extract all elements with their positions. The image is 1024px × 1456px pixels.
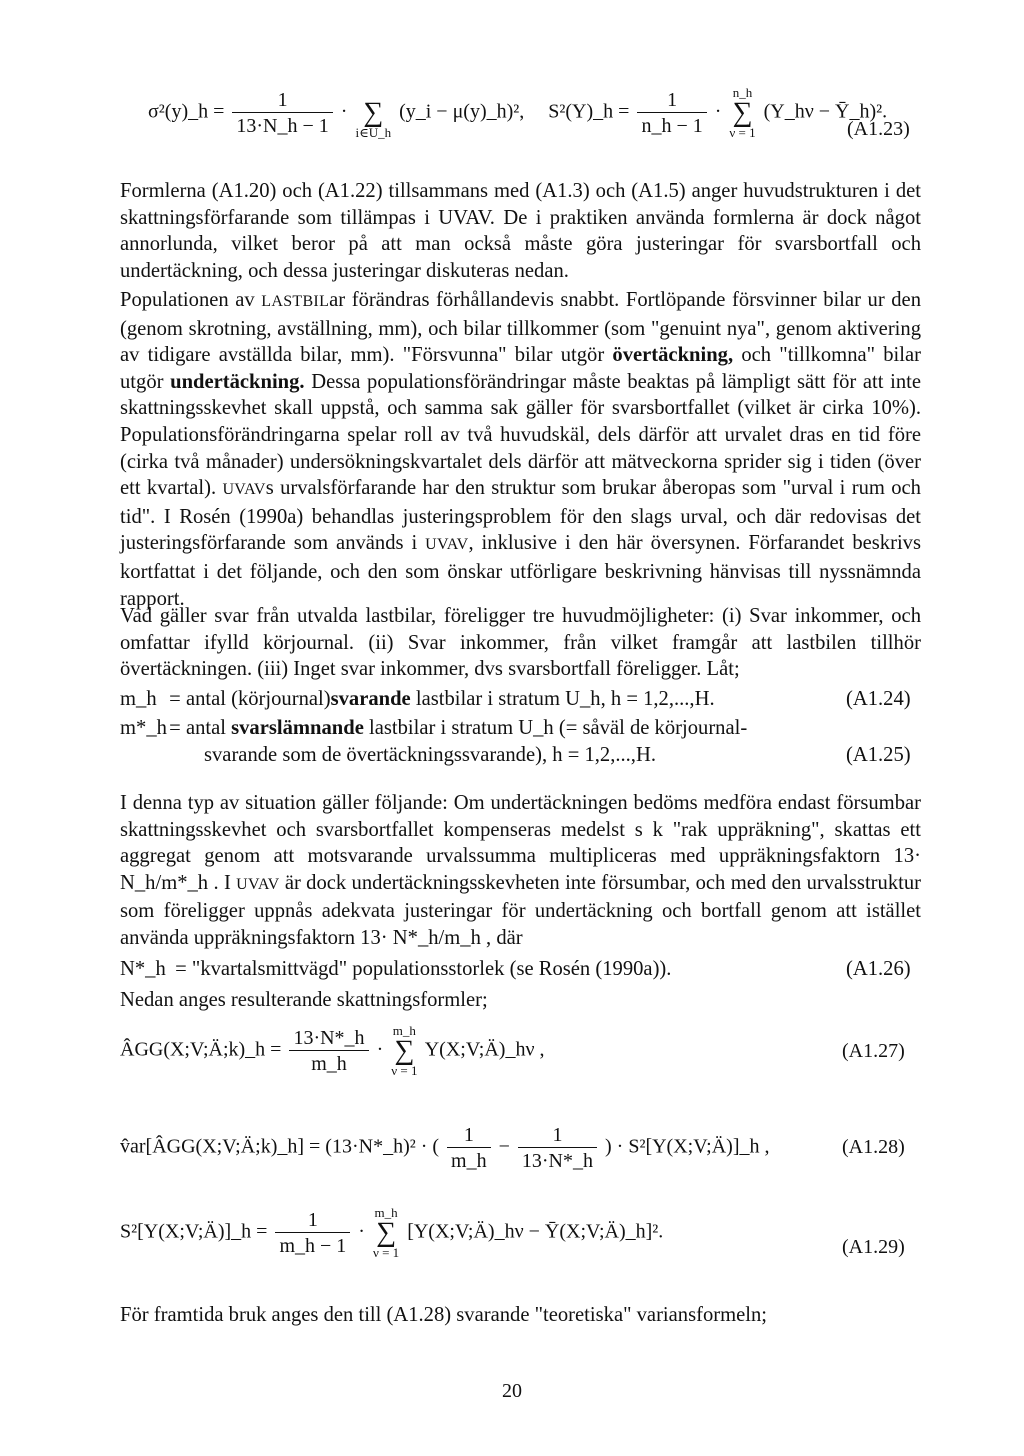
equation-label: (A1.28) <box>842 1136 905 1158</box>
equation-a1-23: σ²(y)_h = $\frac{1}{13\cdot N\_h - 1}$ · ∑ i∈U_h (y_i − μ(y)_h)², S²(Y)_h = $\frac{1}{n\_h - 1}$ · n_h ∑ ν = 1 (Y_hν − Ȳ_h)². <box>148 85 888 140</box>
definition-a1-25: m*_h = antal svarslämnande lastbilar i stratum U_h (= såväl de körjournal- <box>120 717 748 739</box>
fraction: $\frac{1}{n\_h - 1}$ <box>637 89 706 137</box>
fraction: $\frac{1}{m\_h - 1}$ <box>275 1209 350 1257</box>
fraction: $\frac{1}{13\cdot N\_h - 1}$ <box>232 89 332 137</box>
sum-operator: m_h ∑ ν = 1 <box>391 1023 418 1078</box>
fraction: $\frac{13\cdot N*\_h}{m\_h}$ <box>289 1027 368 1075</box>
equation-label: (A1.29) <box>842 1236 905 1258</box>
paragraph-6: För framtida bruk anges den till (A1.28) svarande "teoretiska" variansformeln; <box>120 1304 768 1326</box>
eq-term: (Y_hν − Ȳ_h)². <box>763 100 888 123</box>
equation-a1-29: S²[Y(X;V;Ä)]_h = $\frac{1}{m\_h - 1}$ · m_h ∑ ν = 1 [Y(X;V;Ä)_hν − Ȳ(X;V;Ä)_h]². <box>120 1205 664 1260</box>
equation-label: (A1.25) <box>846 744 911 766</box>
equation-label: (A1.27) <box>842 1040 905 1062</box>
paragraph-2: Populationen av LASTBILar förändras förhållandevis snabbt. Fortlöpande försvinner bilar ur den (genom skrotning, avställning, mm), och bilar tillkommer (som "genuint nya", genom aktivering av tidigare avställda bilar, mm). "Försvunna" bilar utgör övertäckning, och "tillkomna" bilar utgör undertäckning. Dessa populationsförändringar måste beaktas på lämpligt sätt för att inte skattningsskevhet skall uppstå, och samma sak gäller för svarsbortfallet (vilket är cirka 10%). Populationsförändringarna spelar roll av två huvudskäl, dels därför att urvalet dras en tid före (cirka två månader) undersökningskvartalet dels därför att mätveckorna sprider sig i tiden (över ett kvartal). UVAVs urvalsförfarande har den struktur som brukar åberopas som "urval i rum och tid". I Rosén (1990a) behandlas justeringsproblem för den slags urval, och där redovisas det justeringsförfarande som används i UVAV, inklusive i den här översynen. Förfarandet beskrivs kortfattat i det följande, och den som önskar utförligare beskrivning hänvisas till nyssnämnda rapport. <box>120 289 922 610</box>
definition-a1-25-line2: svarande som de övertäckningssvarande), h = 1,2,...,H. <box>204 744 656 766</box>
equation-label: (A1.23) <box>847 118 910 140</box>
sum-operator: n_h ∑ ν = 1 <box>729 85 756 140</box>
sum-operator: m_h ∑ ν = 1 <box>372 1205 400 1260</box>
equation-label: (A1.26) <box>846 958 911 980</box>
equation-label: (A1.24) <box>846 688 911 710</box>
page-number: 20 <box>502 1380 522 1402</box>
paragraph-1: Formlerna (A1.20) och (A1.22) tillsammans med (A1.3) och (A1.5) anger huvudstrukturen i det skattningsförfarande som tillämpas i UVAV. De i praktiken använda formlerna är dock något annorlunda, vilket beror på att man också måste göra justeringar för svarsbortfall och undertäckning, och dessa justeringar diskuteras nedan. <box>120 180 921 282</box>
equation-a1-28: v̂ar[ÂGG(X;V;Ä;k)_h] = (13·N*_h)² · ( $\frac{1}{m\_h}$ − $\frac{1}{13\cdot N*\_h}$ ) · S²[Y(X;V;Ä)]_h , <box>120 1124 770 1172</box>
paragraph-5: Nedan anges resulterande skattningsformler; <box>120 989 488 1011</box>
fraction: $\frac{1}{13\cdot N*\_h}$ <box>518 1124 597 1172</box>
eq-term: (y_i − μ(y)_h)², <box>399 100 525 123</box>
eq-lhs: S²(Y)_h = <box>548 100 630 123</box>
fraction: $\frac{1}{m\_h}$ <box>447 1124 491 1172</box>
eq-lhs: σ²(y)_h = <box>148 100 225 123</box>
definition-a1-26: N*_h = "kvartalsmittvägd" populationsstorlek (se Rosén (1990a)). <box>120 958 672 980</box>
paragraph-3: Vad gäller svar från utvalda lastbilar, föreligger tre huvudmöjligheter: (i) Svar inkommer, och omfattar ifylld körjournal. (ii) Svar inkommer, från vilket framgår att lastbilen tillhör övertäckningen. (iii) Inget svar inkommer, dvs svarsbortfall föreligger. Låt; <box>120 605 921 681</box>
sum-operator: ∑ i∈U_h <box>355 97 392 140</box>
equation-a1-27: ÂGG(X;V;Ä;k)_h = $\frac{13\cdot N*\_h}{m\_h}$ · m_h ∑ ν = 1 Y(X;V;Ä)_hν , <box>120 1023 545 1078</box>
definition-a1-24: m_h = antal (körjournal)svarande lastbilar i stratum U_h, h = 1,2,...,H. <box>120 688 715 710</box>
paragraph-4: I denna typ av situation gäller följande: Om undertäckningen bedöms medföra endast försumbar skattningsskevhet och svarsbortfallet kompenseras medelst s k "rak uppräkning", skattas ett aggregat genom att motsvarande urvalssumma multipliceras med uppräkningsfaktorn 13· N_h/m*_h . I UVAV är dock undertäckningsskevheten inte försumbar, och med den urvalsstruktur som föreligger uppnås adekvata justeringar för undertäckning och bortfall genom att istället använda uppräkningsfaktorn 13· N*_h/m_h , där <box>120 792 921 949</box>
